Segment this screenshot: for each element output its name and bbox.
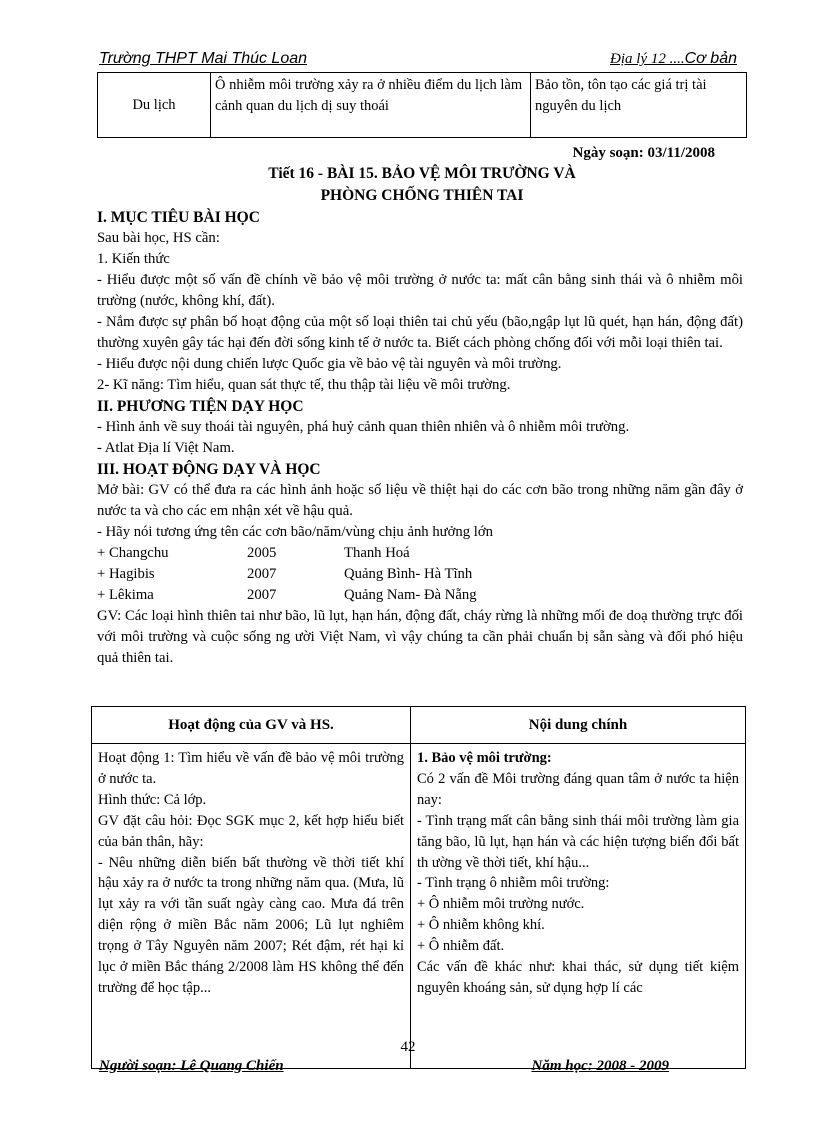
storm-row	[97, 543, 743, 564]
teacher-note: GV: Các loại hình thiên tai như bão, lũ lụt, hạn hán, động đất, cháy rừng là những mối đe doạ thường trực đối với môi trường và cuộc sống ng ười Việt Nam, vì vậy chúng ta cần phải chuẩn bị sẵn sàng và đối phó hiệu quả thiên tai.	[97, 608, 743, 666]
section-heading-objectives: I. MỤC TIÊU BÀI HỌC	[97, 209, 260, 226]
knowledge-item: - Hiểu được một số vấn đề chính về bảo vệ môi trường ở nước ta: mất cân bằng sinh thái và ô nhiễm môi trường (nước, không khí, đất).	[97, 272, 743, 309]
table-row	[98, 73, 747, 138]
storm-name: + Hagibis	[97, 566, 155, 582]
content-heading: 1. Bảo vệ môi trường:	[417, 750, 552, 766]
content-line: + Ô nhiễm đất.	[417, 938, 505, 955]
activity-line: - Nêu những diễn biến bất thường về thời tiết khí hậu xảy ra ở nước ta trong những năm qua. (Mưa, lũ lụt xảy ra với tần suất ngày càng cao. Mưa đá trên diện rộng ở miền Bắc năm 2006; Lũ lụt nghiêm trọng ở Tây Nguyên năm 2007; Rét đậm, rét hại kỉ lục ở miền Bắc tháng 2/2008 làm HS không thể đến trường để học tập...	[98, 854, 404, 996]
storm-year: 2005	[247, 545, 277, 561]
lesson-title-line2: PHÒNG CHỐNG THIÊN TAI	[320, 187, 524, 204]
objectives-intro: Sau bài học, HS cần:	[97, 230, 220, 246]
content-line: Các vấn đề khác như: khai thác, sử dụng tiết kiệm nguyên khoáng sản, sử dụng hợp lí các	[417, 959, 739, 996]
content-line: - Tình trạng mất cân bằng sinh thái môi trường làm gia tăng bão, lũ lụt, hạn hán và các hiện tượng biến đổi bất th ường về thời tiết, khí hậu...	[417, 812, 739, 871]
table-cell-sector: Du lịch	[98, 73, 211, 138]
storm-year: 2007	[247, 566, 277, 582]
knowledge-label: 1. Kiến thức	[97, 251, 170, 267]
page-footer	[97, 1058, 737, 1078]
skills-item: 2- Kĩ năng: Tìm hiểu, quan sát thực tế, thu thập tài liệu về môi trường.	[97, 377, 511, 393]
materials-item: - Atlat Địa lí Việt Nam.	[97, 440, 235, 456]
content-line: + Ô nhiễm môi trường nước.	[417, 896, 585, 913]
main-content-cell	[411, 744, 746, 1069]
school-year-label: Năm học: 2008 - 2009	[531, 1058, 669, 1074]
storm-name: + Changchu	[97, 545, 169, 561]
activities-table	[91, 706, 746, 1069]
page-header	[97, 50, 737, 73]
page-number: 42	[400, 1039, 416, 1055]
table-row	[92, 744, 746, 1069]
content-line: - Tình trạng ô nhiễm môi trường:	[417, 875, 610, 892]
table-cell-solution: Bảo tồn, tôn tạo các giá trị tài nguyên du lịch	[531, 73, 747, 138]
lesson-body	[97, 207, 743, 669]
table-header-row	[92, 707, 746, 744]
header-activities: Hoạt động của GV và HS.	[92, 707, 411, 744]
storm-row	[97, 564, 743, 585]
preparation-date: Ngày soạn: 03/11/2008	[572, 145, 715, 161]
materials-item: - Hình ảnh về suy thoái tài nguyên, phá huỷ cảnh quan thiên nhiên và ô nhiễm môi trường.	[97, 419, 630, 435]
table-cell-impact: Ô nhiễm môi trường xảy ra ở nhiều điểm du lịch làm cảnh quan du lịch dị suy thoái	[211, 73, 531, 138]
subject-level: Cơ bản	[684, 50, 737, 67]
activity-line: Hình thức: Cả lớp.	[98, 791, 207, 808]
storm-name: + Lêkima	[97, 587, 154, 603]
content-line: Có 2 vấn đề Môi trường đáng quan tâm ở nước ta hiện nay:	[417, 770, 739, 808]
knowledge-item: - Nắm được sự phân bố hoạt động của một số loại thiên tai chủ yếu (bão,ngập lụt lũ quét, hạn hán, động đất) thường xuyên gây tác hại đến đời sống kinh tế ở nước ta. Biết cách phòng chống đối với mỗi loại thiên tai.	[97, 314, 743, 351]
teacher-activity-cell	[92, 744, 411, 1069]
storm-region: Quảng Nam- Đà Nẵng	[344, 587, 477, 603]
storm-prompt: - Hãy nói tương ứng tên các cơn bão/năm/vùng chịu ảnh hưởng lớn	[97, 524, 493, 540]
lesson-title-line1: Tiết 16 - BÀI 15. BẢO VỆ MÔI TRƯỜNG VÀ	[268, 165, 576, 182]
subject-label: Địa lý 12 ....Cơ bản	[610, 50, 737, 67]
activity-line: Hoạt động 1: Tìm hiểu về vấn đề bảo vệ môi trường ở nước ta.	[98, 750, 404, 787]
knowledge-item: - Hiểu được nội dung chiến lược Quốc gia về bảo vệ tài nguyên và môi trường.	[97, 356, 562, 372]
storm-region: Thanh Hoá	[344, 545, 410, 561]
author-label: Người soạn: Lê Quang Chiến	[99, 1058, 284, 1074]
subject-prefix: Địa lý 12	[610, 51, 666, 67]
header-content: Nội dung chính	[411, 707, 746, 744]
activities-intro: Mở bài: GV có thể đưa ra các hình ảnh hoặc số liệu về thiệt hại do các cơn bão trong những năm gần đây ở nước ta và cho các em nhận xét về hậu quả.	[97, 482, 743, 519]
storm-year: 2007	[247, 587, 277, 603]
activity-line: GV đặt câu hỏi: Đọc SGK mục 2, kết hợp hiểu biết của bản thân, hãy:	[98, 812, 404, 850]
content-line: + Ô nhiễm không khí.	[417, 917, 545, 934]
section-heading-activities: III. HOẠT ĐỘNG DẠY VÀ HỌC	[97, 461, 321, 478]
continued-table	[97, 72, 747, 138]
section-heading-materials: II. PHƯƠNG TIỆN DẠY HỌC	[97, 398, 304, 415]
school-name: Trường THPT Mai Thúc Loan	[99, 50, 308, 67]
storm-row	[97, 585, 743, 606]
storm-region: Quảng Bình- Hà Tĩnh	[344, 566, 473, 582]
